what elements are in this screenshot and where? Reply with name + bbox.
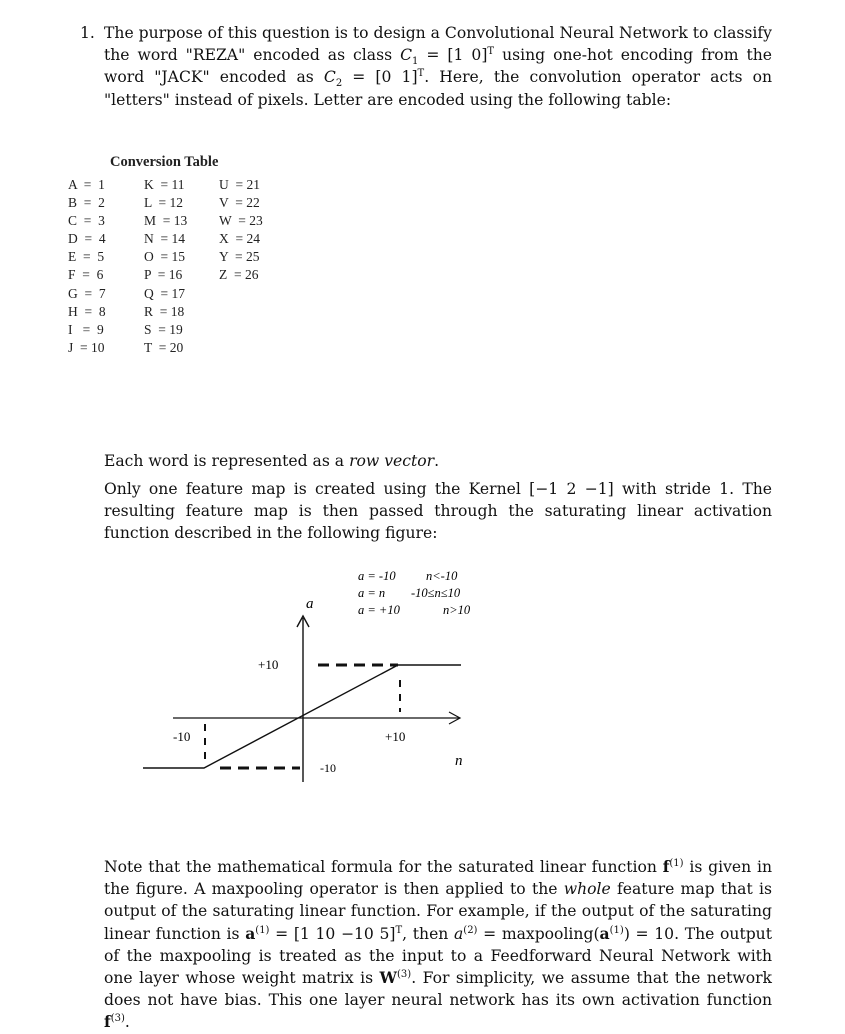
conversion-entry: S = 19 [144, 321, 183, 337]
x-axis-arrow-icon [449, 712, 460, 724]
conversion-entry: C = 3 [68, 213, 105, 229]
conversion-entry: M = 13 [144, 213, 188, 229]
f1-superscript: (1) [669, 857, 684, 869]
intro-text-2: using one-hot encoding from the word "JACK" encoded as [104, 46, 773, 87]
formula-cond-3: n>10 [443, 603, 471, 617]
conversion-entry: P = 16 [144, 267, 183, 283]
conversion-entry: Q = 17 [144, 285, 185, 301]
intro-text-1: The purpose of this question is to design a Convolutional Neural Network to classify the word "REZA" encoded as class [104, 24, 772, 65]
axis-label-n: n [455, 753, 463, 769]
conversion-entry: V = 22 [219, 195, 260, 211]
para2-text-1: Each word is represented as a [104, 452, 350, 470]
row-vector-paragraph [104, 450, 772, 472]
conversion-entry: W = 23 [219, 213, 263, 229]
tick-label-neg10-x: -10 [173, 729, 191, 744]
para4-text-5: , then [402, 924, 454, 943]
conversion-entry: I = 9 [68, 321, 104, 337]
intro-text-3: . Here, the convolution operator acts on "letters" instead of pixels. Letter are encoded using the following table: [104, 68, 772, 109]
class2-subscript: 2 [335, 78, 343, 90]
conversion-entry: G = 7 [68, 285, 106, 301]
para4-text-6: = maxpooling( [477, 924, 600, 943]
conversion-entry: D = 4 [68, 231, 106, 247]
f3-symbol: f [104, 1012, 111, 1032]
conversion-entry: Z = 26 [219, 267, 259, 283]
conversion-entry: H = 8 [68, 303, 106, 319]
f1-symbol: f [662, 857, 670, 876]
activation-curve [143, 665, 461, 768]
tick-label-pos10-y: +10 [258, 657, 279, 672]
class1-subscript: 1 [412, 56, 419, 68]
conversion-entry: E = 5 [68, 249, 105, 265]
tick-label-pos10-x: +10 [385, 729, 406, 744]
conversion-entry: A = 1 [68, 177, 105, 192]
class1-vector: = [1 0] [418, 46, 488, 65]
a2-symbol: a [454, 924, 464, 943]
para2-emphasis: row vector [349, 452, 435, 470]
conversion-entry: O = 15 [144, 249, 185, 265]
conversion-entry: Y = 25 [219, 249, 260, 265]
axis-label-a: a [306, 596, 314, 612]
conversion-table-title: Conversion Table [110, 154, 219, 170]
para4-text-4: = [1 10 −10 5] [269, 924, 396, 943]
class2-transpose: T [417, 68, 425, 80]
maxpooling-paragraph [104, 856, 772, 1034]
question-number: 1. [80, 24, 95, 42]
a2-superscript: (2) [463, 924, 478, 936]
conversion-entry: B = 2 [68, 195, 105, 211]
tick-label-neg10-y: -10 [320, 761, 336, 775]
class2-symbol: C [323, 68, 336, 87]
a1-symbol: a [245, 923, 256, 943]
f3-superscript: (3) [110, 1013, 125, 1025]
para4-text-7: ) = 10. The output of the maxpooling is treated as the input to a Feedforward Neural Network with one layer whose weight matrix is [104, 924, 772, 988]
y-axis-arrow-icon [297, 616, 309, 627]
formula-lhs-1: a = -10 [358, 569, 396, 583]
conversion-entry: R = 18 [144, 303, 185, 319]
para4-text-9: . [124, 1013, 130, 1032]
conversion-entry: U = 21 [219, 177, 260, 192]
para2-text-2: . [434, 452, 440, 470]
formula-cond-1: n<-10 [426, 569, 458, 583]
para4-text-3: feature map that is output of the saturating linear function. For example, if the output of the saturating linear function is [104, 880, 772, 943]
conversion-entry: N = 14 [144, 231, 185, 247]
conversion-entry: X = 24 [219, 231, 260, 247]
para3-text: Only one feature map is created using the Kernel [−1 2 −1] with stride 1. The resulting feature map is then passed through the saturating linear activation function described in the following figure: [104, 480, 772, 543]
para4-text-1: Note that the mathematical formula for the saturated linear function [104, 858, 663, 876]
conversion-entry: J = 10 [68, 339, 105, 355]
formula-cond-2: -10≤n≤10 [411, 586, 461, 600]
a1-superscript: (1) [255, 924, 270, 936]
a1-symbol-repeat: a [599, 923, 610, 943]
w-superscript: (3) [397, 968, 412, 980]
conversion-entry: L = 12 [144, 195, 183, 211]
formula-lhs-2: a = n [358, 586, 386, 600]
class1-transpose: T [487, 46, 495, 58]
a1-superscript-repeat: (1) [609, 924, 624, 936]
vector-transpose: T [395, 924, 403, 936]
conversion-column-2 [144, 176, 187, 357]
conversion-column-1 [68, 176, 106, 357]
conversion-entry: T = 20 [144, 339, 184, 355]
conversion-table [62, 152, 302, 382]
para4-text-8: . For simplicity, we assume that the network does not have bias. This one layer neural network has its own activation function [104, 969, 772, 1010]
w-symbol: W [379, 968, 398, 988]
para4-emphasis: whole [563, 880, 611, 899]
para4-text-2: is given in the figure. A maxpooling operator is then applied to the [104, 858, 772, 899]
class2-vector: = [0 1] [342, 68, 418, 87]
class1-symbol: C [400, 46, 413, 65]
intro-paragraph [104, 22, 772, 111]
conversion-column-3 [219, 176, 263, 285]
conversion-entry: F = 6 [68, 267, 104, 283]
formula-lhs-3: a = +10 [358, 603, 400, 617]
kernel-paragraph [104, 478, 772, 545]
conversion-entry: K = 11 [144, 177, 185, 192]
